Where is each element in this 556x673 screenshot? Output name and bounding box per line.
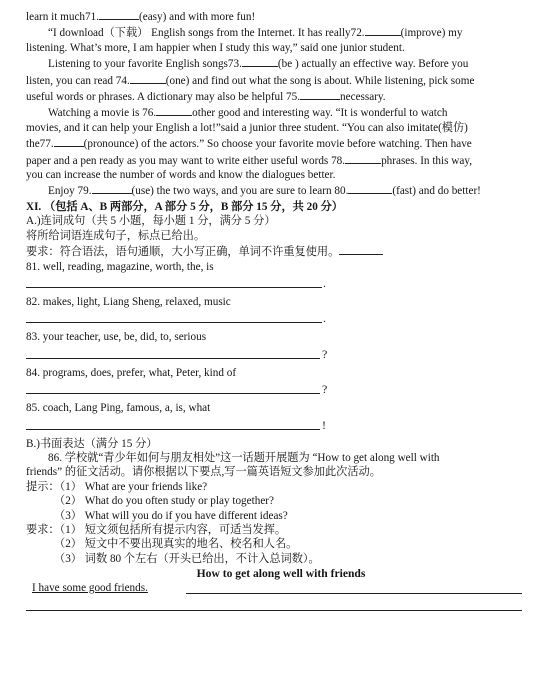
passage-line-6: useful words or phrases. A dictionary may also be helpful 75. necessary. — [26, 88, 536, 104]
section-xi-title: XI. （包括 A、B 两部分，A 部分 5 分，B 部分 15 分，共 20 分） — [26, 200, 343, 213]
essay-answer-line[interactable] — [26, 610, 522, 611]
blank-76[interactable] — [156, 104, 192, 116]
essay-line-rule — [186, 593, 522, 594]
essay-title: How to get along well with friends — [196, 567, 366, 581]
requirement-3: （3） 词数 80 个左右（开头已给出，不计入总词数）。 — [54, 552, 320, 565]
blank-72[interactable] — [365, 24, 401, 36]
item-prompt: 81. well, reading, magazine, worth, the, is — [26, 260, 214, 273]
item-prompt: 84. programs, does, prefer, what, Peter, kind of — [26, 366, 237, 379]
passage-line-11: you can increase the number of words and know the dialogues better. — [26, 169, 336, 182]
answer-punct: . — [323, 275, 326, 290]
item-85 — [26, 401, 536, 432]
part-a-instruction: 将所给词语连成句子，标点已给出。 — [26, 229, 206, 242]
passage-line-7: Watching a movie is 76. other good and interesting way. “It is wonderful to watch — [26, 104, 536, 120]
answer-line-83[interactable] — [26, 348, 536, 362]
passage-line-3: listening. What’s more, I am happier when I study this way,” said one junior student. — [26, 41, 405, 54]
item-prompt: 85. coach, Lang Ping, famous, a, is, what — [26, 402, 211, 415]
blank-74[interactable] — [130, 72, 166, 84]
item-83 — [26, 330, 536, 361]
item-84 — [26, 366, 536, 397]
blank-79[interactable] — [92, 182, 132, 194]
answer-line-82[interactable] — [26, 312, 536, 326]
passage-line-4: Listening to your favorite English songs73. (be ) actually an effective way. Before you — [26, 55, 536, 71]
passage-line-2: “I download（下载） English songs from the Internet. It has really72. (improve) my — [26, 24, 536, 40]
answer-punct: . — [323, 311, 326, 326]
hint-1: 提示：（1） What are your friends like? — [26, 480, 208, 493]
hints-label: 提示： — [26, 480, 60, 493]
answer-line-84[interactable] — [26, 383, 536, 397]
passage-line-12: Enjoy 79. (use) the two ways, and you are sure to learn 80. (fast) and do better! — [26, 182, 536, 198]
item-82 — [26, 295, 536, 326]
passage-line-10: paper and a pen ready as you may want to write either useful words 78. phrases. In this way, — [26, 152, 536, 168]
blank-75[interactable] — [300, 88, 340, 100]
passage-line-5: listen, you can read 74. (one) and find out what the song is about. While listening, pick some — [26, 72, 536, 88]
part-a-title: A.)连词成句（共 5 小题，每小题 1 分，满分 5 分） — [26, 215, 276, 228]
requirement-2: （2） 短文中不要出现真实的地名、校名和人名。 — [54, 538, 298, 551]
requirement-blank — [339, 243, 383, 255]
essay-opening-line[interactable] — [26, 581, 536, 595]
passage-line-9: the77. (pronounce) of the actors.” So choose your favorite movie before watching. Then have — [26, 135, 536, 151]
answer-punct: ? — [322, 382, 328, 397]
blank-73[interactable] — [242, 55, 278, 67]
item-prompt: 83. your teacher, use, be, did, to, serious — [26, 331, 207, 344]
part-a-requirement: 要求：符合语法，语句通顺，大小写正确，单词不许重复使用。 — [26, 243, 536, 259]
answer-punct: ! — [322, 417, 326, 432]
part-b-title: B.)书面表达（满分 15 分） — [26, 437, 158, 450]
answer-punct: ? — [322, 346, 328, 361]
blank-78[interactable] — [345, 152, 381, 164]
answer-line-81[interactable] — [26, 277, 536, 291]
hint-3: （3） What will you do if you have different ideas? — [54, 509, 288, 522]
q86-line-1: 86. 学校就“青少年如何与朋友相处”这一话题开展题为 “How to get along well with — [48, 451, 440, 464]
essay-opening: I have some good friends. — [32, 582, 148, 595]
q86-line-2: friends” 的征文活动。请你根据以下要点,写一篇英语短文参加此次活动。 — [26, 466, 381, 479]
answer-line-85[interactable] — [26, 419, 536, 433]
item-prompt: 82. makes, light, Liang Sheng, relaxed, music — [26, 295, 231, 308]
blank-71[interactable] — [99, 8, 139, 20]
blank-77[interactable] — [54, 135, 84, 147]
blank-80[interactable] — [348, 182, 392, 194]
passage-line-8: movies, and it can help your English a lot!”said a junior three student. “You can also imitate(模仿) — [26, 121, 468, 134]
passage-line-1: learn it much71. (easy) and with more fun! — [26, 8, 536, 24]
requirement-1: 要求：（1） 短文须包括所有提示内容，可适当发挥。 — [26, 523, 287, 536]
hint-2: （2） What do you often study or play together? — [54, 495, 274, 508]
item-81 — [26, 260, 536, 291]
requirements-label: 要求： — [26, 523, 60, 536]
